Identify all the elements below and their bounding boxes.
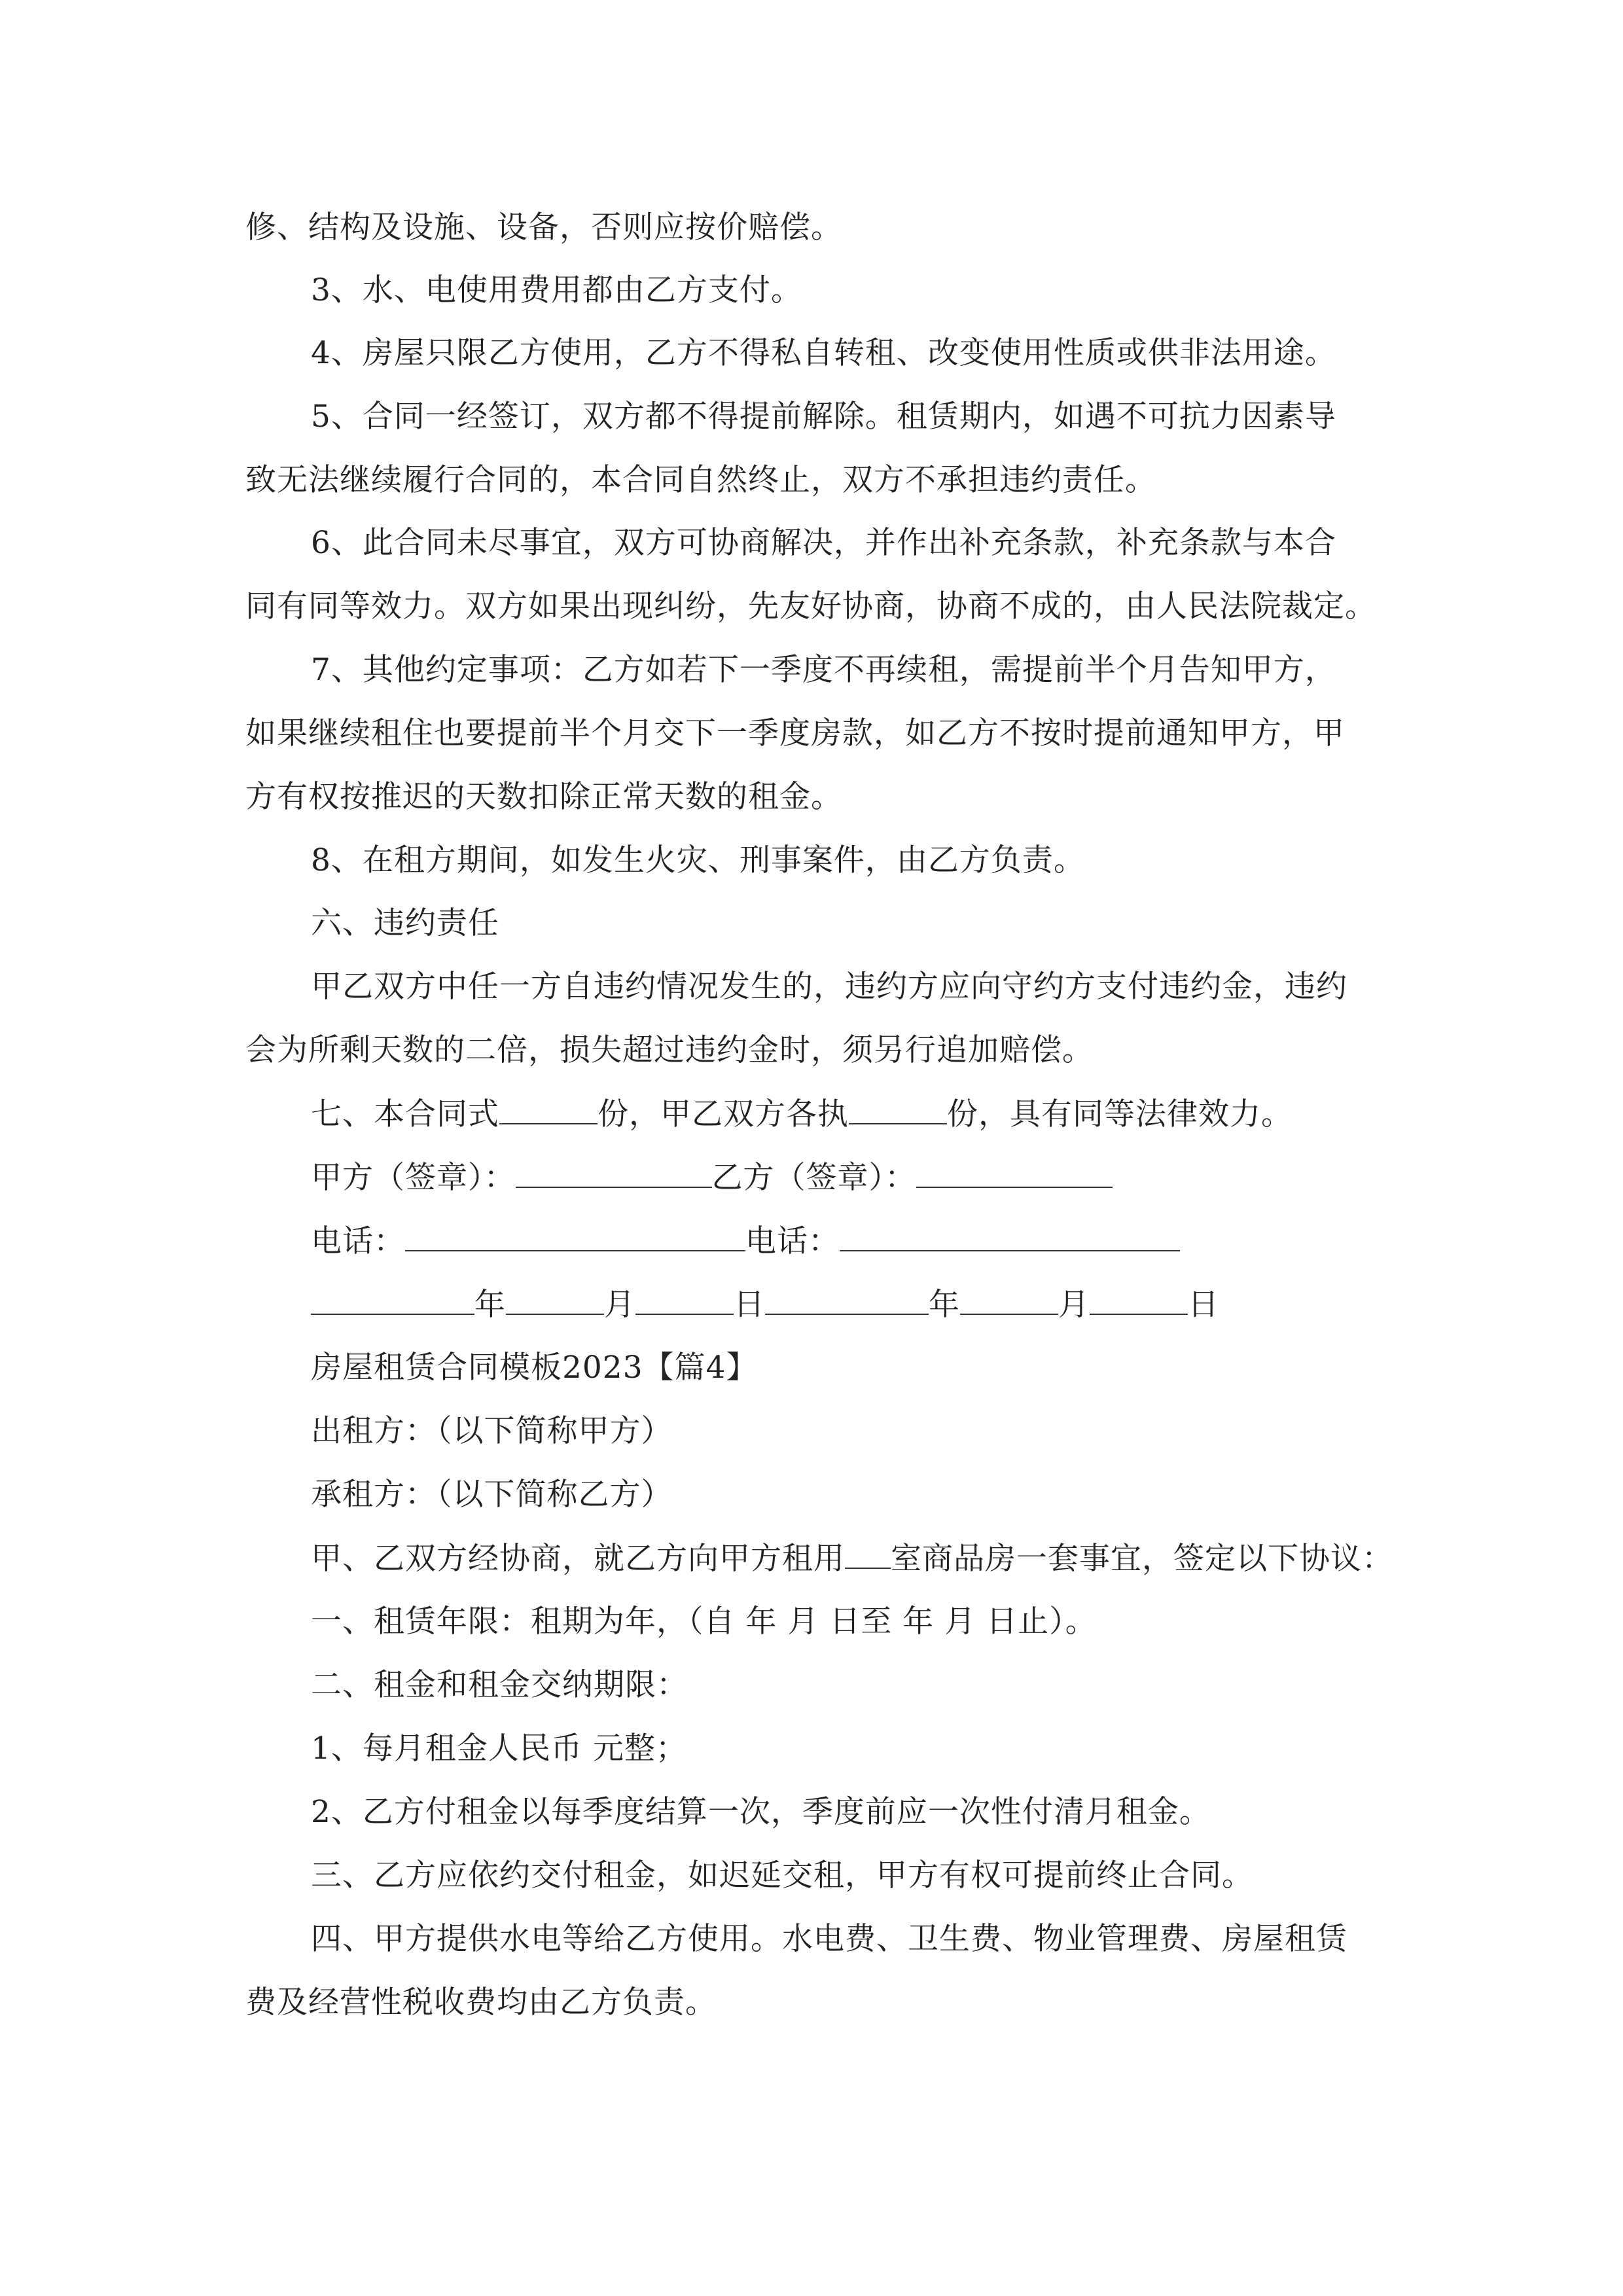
day-blank[interactable]	[1090, 1285, 1188, 1315]
text-line: 四、甲方提供水电等给乙方使用。水电费、卫生费、物业管理费、房屋租赁	[311, 1921, 1347, 1957]
text-line: 如果继续租住也要提前半个月交下一季度房款，如乙方不按时提前通知甲方，甲	[245, 715, 1345, 751]
year-label: 年	[474, 1287, 506, 1323]
party-b-signature-label: 乙方（签章）：	[711, 1160, 916, 1196]
month-blank[interactable]	[506, 1285, 604, 1315]
day-blank[interactable]	[635, 1285, 734, 1315]
text-line: 出租方：（以下简称甲方）	[311, 1413, 673, 1449]
clause-text: 甲、乙双方经协商，就乙方向甲方租用	[311, 1541, 845, 1577]
text-line: 4、房屋只限乙方使用，乙方不得私自转租、改变使用性质或供非法用途。	[311, 335, 1336, 371]
party-a-phone-blank[interactable]	[405, 1221, 745, 1251]
text-line: 1、每月租金人民币 元整；	[311, 1731, 687, 1767]
text-line: 2、乙方付租金以每季度结算一次，季度前应一次性付清月租金。	[311, 1794, 1211, 1830]
text-line: 致无法继续履行合同的，本合同自然终止，双方不承担违约责任。	[245, 462, 1156, 498]
agreement-intro-line	[311, 1539, 1393, 1579]
clause-text: 份，具有同等法律效力。	[947, 1096, 1293, 1132]
text-line: 5、合同一经签订，双方都不得提前解除。租赁期内，如遇不可抗力因素导	[311, 399, 1336, 435]
text-line: 会为所剩天数的二倍，损失超过违约金时，须另行追加赔偿。	[245, 1032, 1094, 1068]
signature-line	[311, 1158, 1113, 1198]
party-a-phone-label: 电话：	[311, 1223, 405, 1259]
month-blank[interactable]	[960, 1285, 1058, 1315]
text-line: 三、乙方应依约交付租金，如迟延交租，甲方有权可提前终止合同。	[311, 1857, 1253, 1893]
text-line: 7、其他约定事项：乙方如若下一季度不再续租，需提前半个月告知甲方，	[311, 652, 1336, 688]
year-blank[interactable]	[311, 1285, 474, 1315]
party-b-signature-blank[interactable]	[916, 1158, 1113, 1188]
text-line: 同有同等效力。双方如果出现纠纷，先友好协商，协商不成的，由人民法院裁定。	[245, 588, 1376, 624]
party-a-signature-label: 甲方（签章）：	[311, 1160, 516, 1196]
day-label: 日	[1188, 1287, 1219, 1323]
party-b-phone-label: 电话：	[745, 1223, 840, 1259]
party-a-signature-blank[interactable]	[516, 1158, 712, 1188]
blank-field-total-copies[interactable]	[499, 1094, 597, 1124]
section-heading: 二、租金和租金交纳期限：	[311, 1667, 688, 1703]
party-b-phone-blank[interactable]	[840, 1221, 1180, 1251]
copies-clause	[311, 1094, 1293, 1134]
text-line: 3、水、电使用费用都由乙方支付。	[311, 272, 802, 308]
text-line: 6、此合同未尽事宜，双方可协商解决，并作出补充条款，补充条款与本合	[311, 525, 1336, 561]
text-line: 甲乙双方中任一方自违约情况发生的，违约方应向守约方支付违约金，违约	[311, 969, 1347, 1005]
section-heading: 六、违约责任	[311, 905, 499, 941]
blank-field-each-copies[interactable]	[849, 1094, 947, 1124]
text-line: 方有权按推迟的天数扣除正常天数的租金。	[245, 779, 842, 815]
year-blank[interactable]	[765, 1285, 929, 1315]
text-line: 一、租赁年限：租期为年，（自 年 月 日至 年 月 日止）。	[311, 1604, 1097, 1640]
text-line: 费及经营性税收费均由乙方负责。	[245, 1984, 717, 2020]
date-line	[311, 1285, 1219, 1325]
clause-text: 室商品房一套事宜，签定以下协议：	[891, 1541, 1393, 1577]
month-label: 月	[604, 1287, 635, 1323]
rooms-blank[interactable]	[845, 1539, 891, 1569]
text-line: 承租方：（以下简称乙方）	[311, 1477, 673, 1513]
month-label: 月	[1058, 1287, 1090, 1323]
year-label: 年	[929, 1287, 960, 1323]
day-label: 日	[734, 1287, 765, 1323]
document-title: 房屋租赁合同模板2023【篇4】	[311, 1350, 758, 1386]
clause-text: 份，甲乙双方各执	[597, 1096, 849, 1132]
phone-line	[311, 1221, 1180, 1261]
clause-text: 七、本合同式	[311, 1096, 499, 1132]
text-line: 修、结构及设施、设备，否则应按价赔偿。	[245, 209, 842, 245]
text-line: 8、在租方期间，如发生火灾、刑事案件，由乙方负责。	[311, 842, 1085, 878]
